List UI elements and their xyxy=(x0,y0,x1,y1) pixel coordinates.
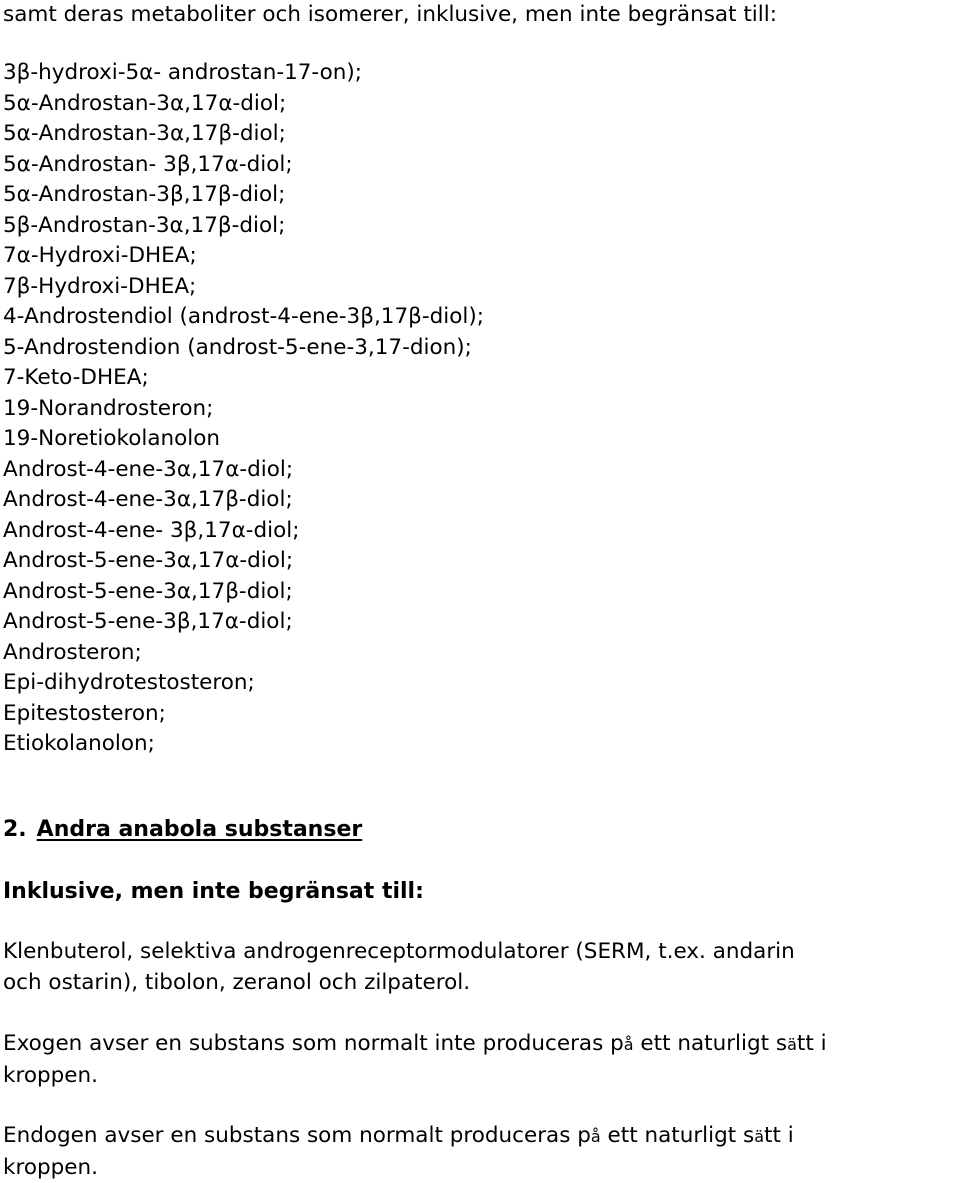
text-run: Endogen avser en substans som normalt produceras p xyxy=(3,1123,591,1148)
list-item: Etiokolanolon; xyxy=(3,731,155,756)
text-run: tt i xyxy=(764,1123,794,1148)
list-item: Androst-5-ene-3β,17α-diol; xyxy=(3,609,293,634)
list-item: 5α-Androstan-3α,17β-diol; xyxy=(3,121,286,146)
list-item: 19-Noretiokolanolon xyxy=(3,426,221,451)
text-run: å xyxy=(590,1127,601,1146)
text-run: ä xyxy=(754,1127,765,1146)
text-run: ett naturligt s xyxy=(600,1123,755,1148)
list-item: 3β-hydroxi-5α- androstan-17-on); xyxy=(3,60,363,85)
list-item: Androst-5-ene-3α,17β-diol; xyxy=(3,578,293,604)
list-item: Androst-4-ene- 3β,17α-diol; xyxy=(3,517,300,543)
list-item: 4-Androstendiol (androst-4-ene-3β,17β-diol); xyxy=(3,304,485,329)
list-item: 7α-Hydroxi-DHEA; xyxy=(3,243,197,268)
list-item: 7β-Hydroxi-DHEA; xyxy=(3,273,197,299)
list-item: 5-Androstendion (androst-5-ene-3,17-dion); xyxy=(3,334,472,360)
paragraph-line: Klenbuterol, selektiva androgenreceptormodulatorer (SERM, t.ex. andarin xyxy=(3,939,795,964)
paragraph-line: och ostarin), tibolon, zeranol och zilpaterol. xyxy=(3,970,471,995)
paragraph-line xyxy=(3,1028,827,1060)
text-run: ett naturligt s xyxy=(633,1031,788,1056)
list-item: Epi-dihydrotestosteron; xyxy=(3,670,255,695)
text-run: å xyxy=(623,1035,634,1054)
section-heading xyxy=(3,815,362,845)
substance-list xyxy=(3,58,484,760)
text-run: Exogen avser en substans som normalt inte produceras p xyxy=(3,1031,624,1056)
text-run: tt i xyxy=(796,1031,827,1056)
section-title: Andra anabola substanser xyxy=(36,817,363,842)
list-item: Androst-4-ene-3α,17α-diol; xyxy=(3,456,294,482)
paragraph-line xyxy=(3,1120,794,1152)
section-subheading: Inklusive, men inte begränsat till: xyxy=(3,879,424,904)
list-item: 5α-Androstan-3β,17β-diol; xyxy=(3,182,286,207)
paragraph-exogen xyxy=(3,1028,827,1091)
list-item: 5α-Androstan-3α,17α-diol; xyxy=(3,90,287,116)
paragraph-line: kroppen. xyxy=(3,1155,98,1180)
list-item: 19-Norandrosteron; xyxy=(3,395,214,421)
paragraph-line: kroppen. xyxy=(3,1063,98,1088)
list-item: Epitestosteron; xyxy=(3,700,166,726)
section-number: 2. xyxy=(3,817,27,842)
paragraph-endogen xyxy=(3,1120,794,1183)
list-item: 5β-Androstan-3α,17β-diol; xyxy=(3,212,286,238)
paragraph-substances xyxy=(3,936,795,998)
list-item: Androst-5-ene-3α,17α-diol; xyxy=(3,548,294,573)
list-item: Androsteron; xyxy=(3,639,142,665)
list-item: 5α-Androstan- 3β,17α-diol; xyxy=(3,151,293,177)
list-item: 7-Keto-DHEA; xyxy=(3,365,149,390)
text-run: ä xyxy=(787,1035,797,1054)
list-item: Androst-4-ene-3α,17β-diol; xyxy=(3,487,293,512)
intro-text: samt deras metaboliter och isomerer, inklusive, men inte begränsat till: xyxy=(3,2,777,27)
